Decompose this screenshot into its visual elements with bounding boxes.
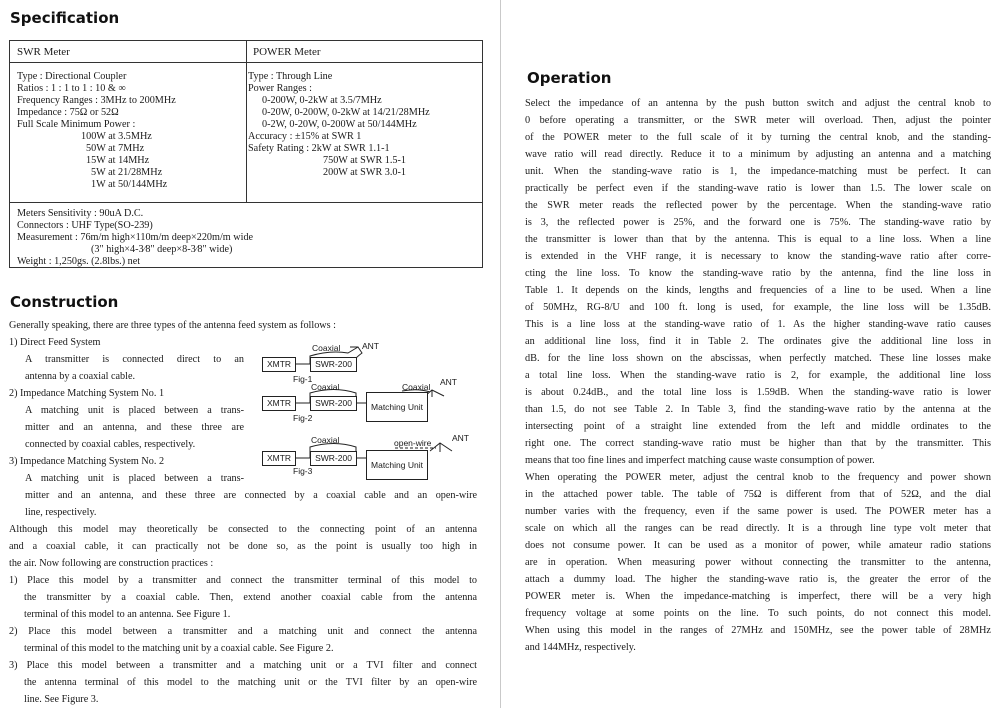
operation-line: the SWR meter reads the reflected power by the percentage. When the standing-wave ratio: [525, 200, 991, 211]
fig3-swr-box: SWR-200: [310, 451, 357, 466]
operation-line: This is a line loss at the standing-wave ratio of 1. As the higher standing-wave ratio causes: [525, 319, 991, 330]
construction-line: 1) Place this model by a transmitter and connect the transmitter terminal of this model to: [9, 575, 477, 586]
spec-title: Specification: [10, 9, 120, 27]
operation-line: of 50MHz, RG-8/U and 100 ft. long is used, for example, the line loss will be 1.35dB.: [525, 302, 991, 313]
operation-line: unit. When the standing-wave ratio is 1, the impedance-matching must be perfect. It can: [525, 166, 991, 177]
swr-line: Ratios : 1 : 1 to 1 : 10 & ∞: [17, 83, 126, 94]
fig1-ant-label: ANT: [362, 341, 379, 351]
operation-line: in the attached power table. The table of 75Ω is different from that of 52Ω, and the dial: [525, 489, 991, 500]
construction-line: antenna by a coaxial cable.: [25, 371, 136, 382]
operation-line: scale on which all the ranges can be read directly. It is a through line type volt meter that: [525, 523, 991, 534]
fig2-coax-label: Coaxial: [311, 382, 340, 392]
power-line: 0-2W, 0-20W, 0-200W at 50/144MHz: [262, 119, 417, 130]
construction-line: 2) Impedance Matching System No. 1: [9, 388, 165, 399]
fig3-xmtr-box: XMTR: [262, 451, 296, 466]
operation-body: [525, 95, 991, 656]
construction-line: connected by coaxial cables, respectively.: [25, 439, 196, 450]
fig3-ant-label: ANT: [452, 433, 469, 443]
swr-line: Frequency Ranges : 3MHz to 200MHz: [17, 95, 176, 106]
operation-line: attach a dummy load. The higher the standing-wave ratio is, the greater the error of the: [525, 574, 991, 585]
operation-line: frequency voltage at some points on the line. To such points, do not connect this model.: [525, 608, 991, 619]
fig3-open-wire-label: open-wire: [394, 438, 432, 448]
operation-line: a total line loss. When the standing-wave ratio is 2, for example, the additional line loss: [525, 370, 991, 381]
swr-line: Full Scale Minimum Power :: [17, 119, 136, 130]
swr-header: SWR Meter: [17, 46, 70, 58]
fig2-label: Fig-2: [293, 413, 313, 423]
fig1-coax-label: Coaxial: [312, 343, 341, 353]
operation-line: dB. for the line loss shown on the abscissas, when perfectly matched. These line losses make: [525, 353, 991, 364]
fig2-coax2-label: Coaxial: [402, 382, 431, 392]
construction-line: mitter and an antenna, and these three are connected by a coaxial cable and an open-wire: [25, 490, 477, 501]
construction-line: 2) Place this model between a transmitter and a matching unit and connect the antenna: [9, 626, 477, 637]
operation-line: an additional line loss, find it in Table 2. The ordinates give the additional line loss in: [525, 336, 991, 347]
operation-line: is about 0.24dB., and the total line loss is 1.59dB. When the standing-wave ratio is lower: [525, 387, 991, 398]
fig2-ant-label: ANT: [440, 377, 457, 387]
power-line: Type : Through Line: [248, 71, 333, 82]
construction-line: the transmitter by a coaxial cable. Then, extend another coaxial cable from the antenna: [24, 592, 477, 603]
fig2-xmtr-box: XMTR: [262, 396, 296, 411]
swr-line: 100W at 3.5MHz: [81, 131, 152, 142]
swr-line: 5W at 21/28MHz: [91, 167, 163, 178]
construction-line: the antenna terminal of this model to the matching unit or the TVI filter by an open-wire: [24, 677, 477, 688]
operation-line: When using this model in the ranges of 27MHz and 150MHz, see the power table of 28MHz: [525, 625, 991, 636]
power-line: 0-20W, 0-200W, 0-2kW at 14/21/28MHz: [262, 107, 430, 118]
fig1-label: Fig-1: [293, 374, 313, 384]
general-line: Measurement : 76m/m high×110m/m deep×220m/m wide: [17, 232, 254, 243]
power-line: Power Ranges :: [248, 83, 312, 94]
operation-line: is 3, the reflected power is 25%, and the forward one is 75%. The standing-wave ratio by: [525, 217, 991, 228]
operation-line: and 144MHz, respectively.: [525, 642, 636, 653]
fig1-swr-box: SWR-200: [310, 357, 357, 372]
construction-line: terminal of this model to an antenna. See Figure 1.: [24, 609, 231, 620]
general-line: Weight : 1,250gs. (2.8lbs.) net: [17, 256, 141, 267]
fig3-label: Fig-3: [293, 466, 313, 476]
operation-line: cting the line loss. To know the standing-wave ratio by the antenna, find the line loss in: [525, 268, 991, 279]
fig3-matching-unit-box: Matching Unit: [366, 450, 428, 480]
construction-line: 1) Direct Feed System: [9, 337, 101, 348]
construction-line: 3) Impedance Matching System No. 2: [9, 456, 165, 467]
construction-line: A matching unit is placed between a trans-: [25, 473, 244, 484]
operation-line: practically be perfect even if the standing-wave ratio is lower than 1.5. The lower scale on: [525, 183, 991, 194]
construction-line: terminal of this model to the matching unit by a coaxial cable. See Figure 2.: [24, 643, 334, 654]
swr-line: Type : Directional Coupler: [17, 71, 127, 82]
operation-line: When operating the POWER meter, adjust the central knob to the frequency and power shown: [525, 472, 991, 483]
general-line: Connectors : UHF Type(SO-239): [17, 220, 153, 231]
operation-line: Table 1. It depends on the kinds, lengths and frequencies of a line to be used. When a line: [525, 285, 991, 296]
operation-line: POWER meter is. When the impedance-matching is imperfect, there will be a very high: [525, 591, 991, 602]
power-line: 0-200W, 0-2kW at 3.5/7MHz: [262, 95, 382, 106]
construction-title: Construction: [10, 293, 119, 311]
power-line: Safety Rating : 2kW at SWR 1.1-1: [248, 143, 390, 154]
swr-line: 15W at 14MHz: [86, 155, 150, 166]
operation-line: of the POWER meter to the full scale of it by turning the central knob, and the standing-: [525, 132, 991, 143]
fig2-matching-unit-box: Matching Unit: [366, 392, 428, 422]
power-line: 200W at SWR 3.0-1: [323, 167, 407, 178]
swr-line: Impedance : 75Ω or 52Ω: [17, 107, 119, 118]
operation-title: Operation: [527, 69, 612, 87]
power-line: 750W at SWR 1.5-1: [323, 155, 407, 166]
operation-line: wave ratio will read directly. Reduce it to a minimum by adjusting an antenna and a matching: [525, 149, 991, 160]
swr-line: 50W at 7MHz: [86, 143, 145, 154]
power-line: Accuracy : ±15% at SWR 1: [248, 131, 362, 142]
operation-line: Select the impedance of an antenna by the push button switch and adjust the central knob to: [525, 98, 991, 109]
operation-line: right one. The correct standing-wave ratio must be higher than that by the transmitter. This: [525, 438, 991, 449]
fig3-coax-label: Coaxial: [311, 435, 340, 445]
general-line: (3" high×4-3⁄8" deep×8-3⁄8" wide): [91, 244, 233, 255]
operation-line: the transmitter is lower than that by the antenna. This is equal to a line loss. When a line: [525, 234, 991, 245]
construction-line: Generally speaking, there are three types of the antenna feed system as follows :: [9, 320, 337, 331]
swr-line: 1W at 50/144MHz: [91, 179, 168, 190]
power-header: POWER Meter: [253, 46, 321, 58]
construction-line: Although this model may theoretically be consected to the connecting point of an antenna: [9, 524, 477, 535]
operation-line: are in operation. When measuring power without connecting the transmitter to the antenna,: [525, 557, 991, 568]
fig2-swr-box: SWR-200: [310, 396, 357, 411]
construction-line: the air. Now following are construction practices :: [9, 558, 214, 569]
operation-line: number varies with the frequency, even if the same power is used. The POWER meter has a: [525, 506, 991, 517]
general-line: Meters Sensitivity : 90uA D.C.: [17, 208, 144, 219]
operation-line: means that too fine lines and imperfect matching cause waste consumption of power.: [525, 455, 875, 466]
construction-line: 3) Place this model between a transmitter and a matching unit or a TVI filter and connect: [9, 660, 477, 671]
construction-line: line. See Figure 3.: [24, 694, 99, 705]
operation-line: intersecting point of a straight line extended from the left and middle ordinates to the: [525, 421, 991, 432]
construction-line: mitter and an antenna, and these three are: [25, 422, 244, 433]
operation-line: is extended in the VHF range, it is necessary to know the standing-wave ratio after corre-: [525, 251, 991, 262]
construction-line: line, respectively.: [25, 507, 97, 518]
construction-line: A transmitter is connected direct to an: [25, 354, 244, 365]
construction-line: and a coaxial cable, it can practically not be done so, as the point is usually too high in: [9, 541, 477, 552]
operation-line: 0 before operating a transmitter, or the SWR meter will overload. Then, adjust the pointer: [525, 115, 991, 126]
construction-line: A matching unit is placed between a trans-: [25, 405, 244, 416]
fig1-xmtr-box: XMTR: [262, 357, 296, 372]
operation-line: does not consume power. It can be used as a monitor of power, while amateur radio stations: [525, 540, 991, 551]
operation-line: than 1.5, do not see Table 2. In Table 3, find the standing-wave ratio by the antenna at the: [525, 404, 991, 415]
